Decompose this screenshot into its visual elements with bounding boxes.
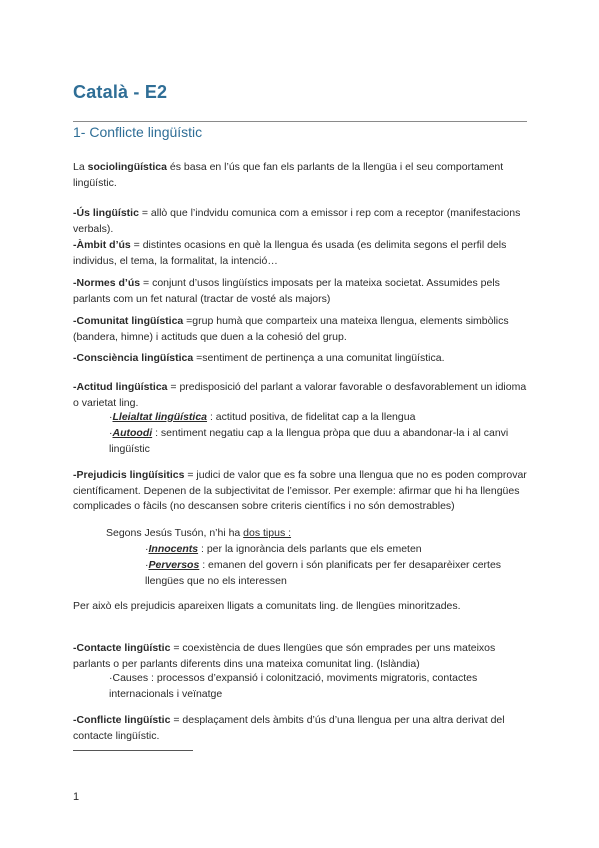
prejudice-perversos bbox=[145, 558, 533, 589]
def-text: = desplaçament dels àmbits d’ús d’una llengua per una altra derivat del contacte lingüístic. bbox=[73, 714, 505, 742]
def-term: -Conflicte lingüístic bbox=[73, 714, 171, 726]
contact-causes: ·Causes : processos d’expansió i colonització, moviments migratoris, contactes internacionals i veïnatge bbox=[109, 672, 478, 700]
def-text: = judici de valor que es fa sobre una llengua que no es poden comprovar científicament. Depenen de la subjectivitat de l’emissor. Per exemple: afirmar que hi ha llengües complicades o fàcils (no descansen sobre criteris científics i no són demostrables) bbox=[73, 469, 527, 512]
def-term: -Prejudicis lingüísitics bbox=[73, 469, 185, 481]
intro-term: sociolingüística bbox=[87, 161, 167, 173]
def-actitud-linguistica bbox=[73, 380, 533, 411]
def-text: = allò que l’indvidu comunica com a emissor i rep com a receptor (manifestacions verbals). bbox=[73, 207, 521, 235]
def-contacte-linguistic bbox=[73, 641, 533, 672]
prejudice-text: : per la ignorància dels parlants que els emeten bbox=[198, 543, 422, 555]
intro-pre: La bbox=[73, 161, 88, 173]
def-term: -Àmbit d’ús bbox=[73, 239, 131, 251]
attitude-text: : actitud positiva, de fidelitat cap a la llengua bbox=[207, 411, 416, 423]
bullet: · bbox=[109, 411, 113, 423]
def-comunitat-linguistica bbox=[73, 314, 533, 345]
footnote-divider bbox=[73, 750, 193, 751]
attitude-text: : sentiment negatiu cap a la llengua pròpa que duu a abandonar-la i al canvi lingüístic bbox=[109, 427, 509, 455]
attitude-lleialtat bbox=[109, 410, 533, 426]
def-text: = conjunt d’usos lingüístics imposats per la mateixa societat. Assumides pels parlants com un fet natural (tractar de vosté als majors) bbox=[73, 277, 500, 305]
attitude-term: Lleialtat lingüística bbox=[112, 411, 208, 423]
intro-paragraph bbox=[73, 160, 533, 191]
tuson-line bbox=[106, 526, 533, 542]
prejudice-text: : emanen del govern i són planificats per fer desaparèixer certes llengües que no els interessen bbox=[145, 559, 502, 587]
document-title: Català - E2 bbox=[73, 82, 168, 102]
attitude-autoodi bbox=[109, 426, 533, 457]
page-number: 1 bbox=[73, 791, 80, 803]
def-conflicte-linguistic bbox=[73, 713, 533, 744]
def-text: = predisposició del parlant a valorar favorable o desfavorablement un idioma o varietat ling. bbox=[73, 381, 527, 409]
def-term: -Comunitat lingüística bbox=[73, 315, 184, 327]
prejudice-term: Innocents bbox=[148, 543, 199, 555]
def-us-linguistic bbox=[73, 206, 533, 237]
def-term: -Consciència lingüística bbox=[73, 352, 194, 364]
def-term: -Ús lingüístic bbox=[73, 207, 139, 219]
prejudices-conclusion: Per això els prejudicis apareixen lligats a comunitats ling. de llengües minoritzades. bbox=[73, 600, 461, 612]
bullet: · bbox=[145, 559, 149, 571]
def-text: = distintes ocasions en què la llengua és usada (es delimita segons el perfil dels individus, el tema, la formalitat, la intenció… bbox=[73, 239, 507, 267]
prejudice-term: Perversos bbox=[148, 559, 200, 571]
section-heading: 1- Conflicte lingüístic bbox=[73, 124, 203, 140]
def-prejudicis bbox=[73, 468, 533, 515]
intro-rest: és basa en l’ús que fan els parlants de la llengüa i el seu comportament lingüístic. bbox=[73, 161, 504, 189]
attitude-term: Autoodi bbox=[112, 427, 153, 439]
def-text: =grup humà que comparteix una mateixa llengua, elements simbòlics (bandera, himne) i actituds que duen a la cohesió del grup. bbox=[73, 315, 509, 343]
def-term: -Contacte lingüístic bbox=[73, 642, 171, 654]
bullet: · bbox=[109, 427, 113, 439]
def-term: -Normes d’ús bbox=[73, 277, 141, 289]
tuson-pre: Segons Jesús Tusón, n’hi ha bbox=[106, 527, 244, 539]
def-ambit-us bbox=[73, 238, 533, 269]
def-term: -Actitud lingüística bbox=[73, 381, 168, 393]
title-divider bbox=[73, 121, 527, 122]
def-text: = coexistència de dues llengües que són emprades per uns mateixos parlants o per parlants diferents dins una mateixa comunitat ling. (Islàndia) bbox=[73, 642, 496, 670]
def-consciencia-linguistica bbox=[73, 351, 533, 367]
prejudice-innocents bbox=[145, 542, 533, 558]
bullet: · bbox=[145, 543, 149, 555]
def-text: =sentiment de pertinença a una comunitat lingüística. bbox=[193, 352, 445, 364]
tuson-types: dos tipus : bbox=[243, 527, 292, 539]
def-normes-us bbox=[73, 276, 533, 307]
